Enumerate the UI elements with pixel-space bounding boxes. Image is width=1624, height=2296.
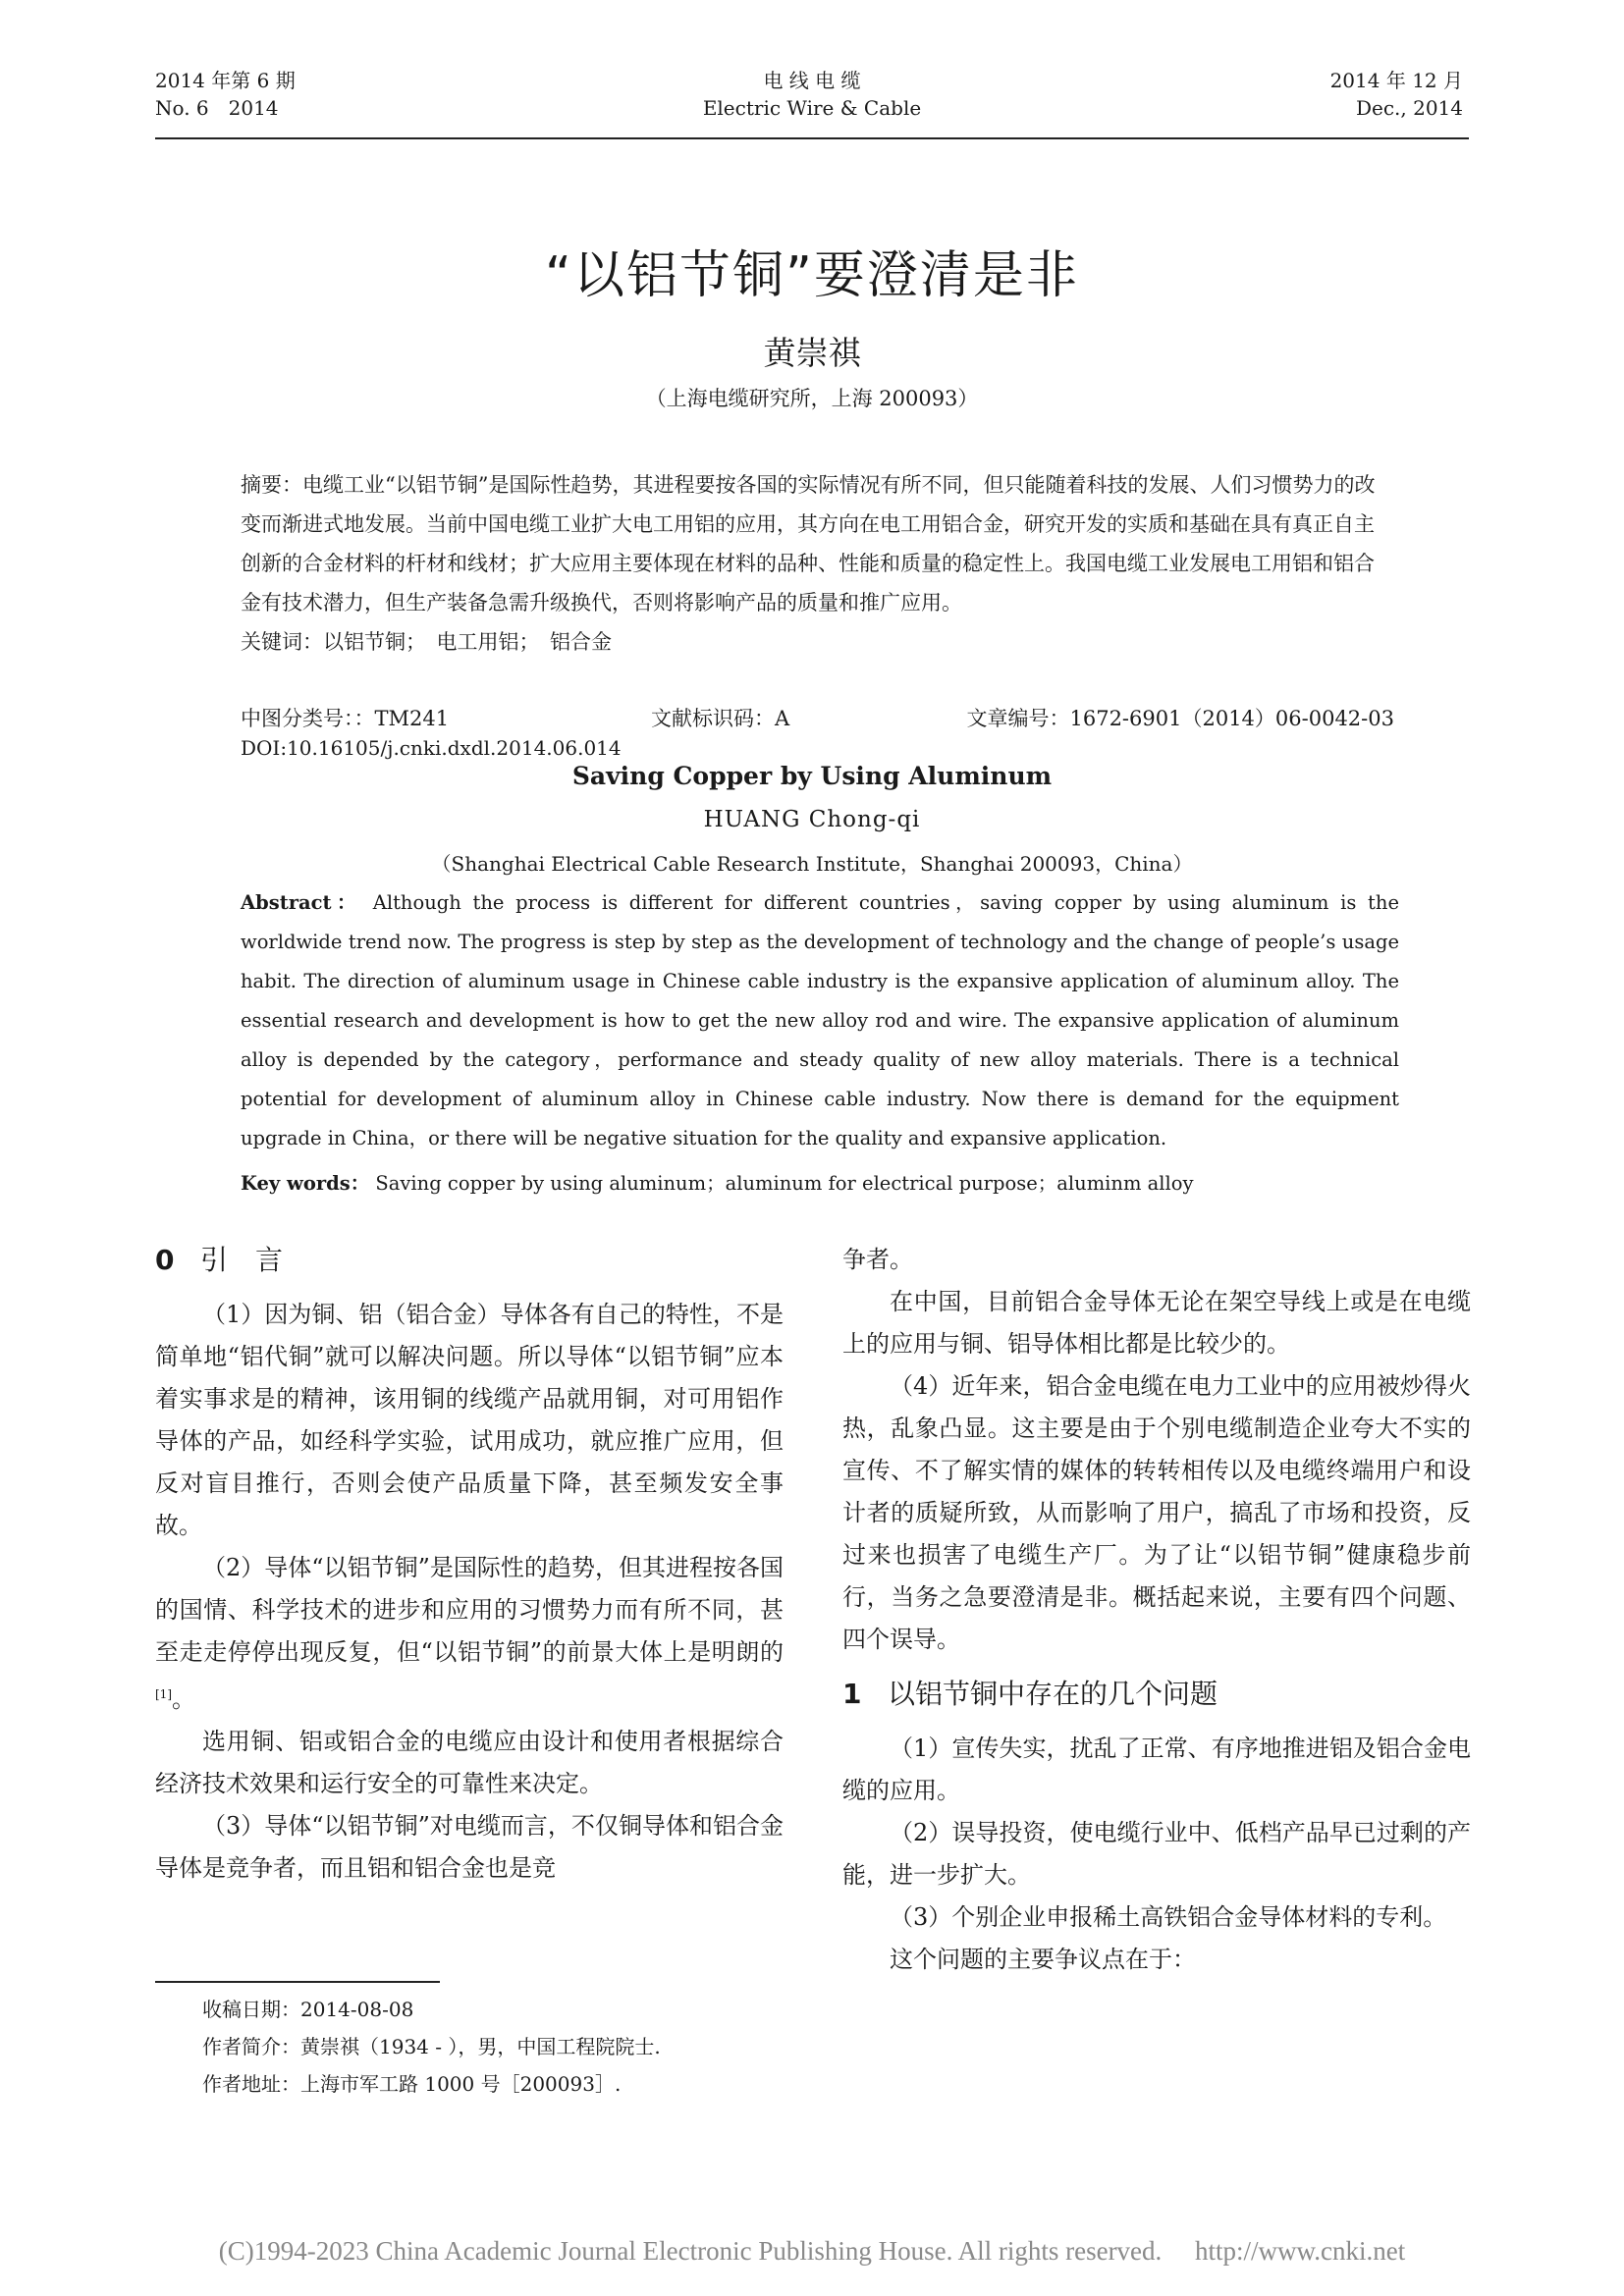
english-affiliation: （Shanghai Electrical Cable Research Institute，Shanghai 200093，China）: [431, 852, 1193, 876]
paragraph-3: 选用铜、铝或铝合金的电缆应由设计和使用者根据综合经济技术效果和运行安全的可靠性来决定。: [155, 1728, 784, 1797]
article-title: “以铝节铜”要澄清是非: [545, 246, 1079, 305]
english-author: HUANG Chong-qi: [703, 807, 921, 832]
header-issue-zh: 2014 年第 6 期: [155, 69, 296, 92]
abstract-zh-body: [241, 465, 1394, 622]
paragraph-2-end: 。: [172, 1685, 195, 1713]
section-1-title: 以铝节铜中存在的几个问题: [888, 1678, 1218, 1710]
section-0-number: 0: [155, 1244, 175, 1276]
footnote: [202, 1991, 791, 2103]
classification-row: [241, 703, 1394, 732]
body-column-left: [155, 1227, 784, 1890]
issue-3-dispute: 这个问题的主要争议点在于：: [890, 1946, 1196, 1973]
keywords-en: [241, 1164, 1399, 1203]
abstract-zh: [241, 465, 1394, 662]
header-journal-en: Electric Wire & Cable: [702, 96, 922, 120]
article-affiliation: （上海电缆研究所，上海 200093）: [645, 387, 979, 410]
keywords-zh-text: 以铝节铜； 电工用铝； 铝合金: [323, 630, 612, 654]
abstract-zh-label: 摘要：: [241, 473, 302, 497]
article-author: 黄崇祺: [763, 334, 861, 372]
paragraph-2: [155, 1547, 784, 1721]
section-1-number: 1: [842, 1678, 862, 1710]
footnote-rule: [155, 1981, 440, 1983]
abstract-en: [241, 883, 1399, 1158]
footnote-received: 收稿日期：2014-08-08: [202, 1998, 414, 2021]
abstract-zh-text: 电缆工业“以铝节铜”是国际性趋势，其进程要按各国的实际情况有所不同，但只能随着科技的发展、人们习惯势力的改变而渐进式地发展。当前中国电缆工业扩大电工用铝的应用，其方向在电工用铝合金，研究开发的实质和基础在具有真正自主创新的合金材料的杆材和线材；扩大应用主要体现在材料的品种、性能和质量的稳定性上。我国电缆工业发展电工用铝和铝合金有技术潜力，但生产装备急需升级换代，否则将影响产品的质量和推广应用。: [241, 473, 1376, 614]
header-rule: [155, 137, 1469, 139]
paragraph-4: （3）导体“以铝节铜”对电缆而言，不仅铜导体和铝合金导体是竞争者，而且铝和铝合金也是竞: [155, 1812, 784, 1882]
section-0-title: 引 言: [200, 1244, 284, 1276]
paragraph-2-text: （2）导体“以铝节铜”是国际性的趋势，但其进程按各国的国情、科学技术的进步和应用的习惯势力而有所不同，甚至走走停停出现反复，但“以铝节铜”的前景大体上是明朗的: [155, 1554, 784, 1666]
keywords-zh: [241, 622, 1394, 662]
header-date: [1330, 67, 1463, 122]
section-1-heading: [842, 1661, 1471, 1728]
keywords-en-text: Saving copper by using aluminum；aluminum for electrical purpose；aluminm alloy: [369, 1172, 1194, 1195]
header-date-zh: 2014 年 12 月: [1329, 69, 1463, 92]
issue-1: （1）宣传失实，扰乱了正常、有序地推进铝及铝合金电缆的应用。: [842, 1735, 1471, 1804]
issue-3: （3）个别企业申报稀土高铁铝合金导体材料的专利。: [890, 1903, 1447, 1931]
header-journal-zh: 电 线 电 缆: [763, 69, 861, 92]
reference-1[interactable]: [1]: [155, 1687, 172, 1701]
english-title: Saving Copper by Using Aluminum: [571, 762, 1053, 790]
issue-2: （2）误导投资，使电缆行业中、低档产品早已过剩的产能，进一步扩大。: [842, 1819, 1471, 1889]
body-column-right: [842, 1239, 1471, 1981]
clc-number: 中图分类号：：TM241: [241, 707, 450, 730]
doi: DOI:10.16105/j.cnki.dxdl.2014.06.014: [241, 736, 622, 760]
section-0-heading: [155, 1227, 784, 1294]
paragraph-5: 在中国，目前铝合金导体无论在架空导线上或是在电缆上的应用与铜、铝导体相比都是比较少的。: [842, 1288, 1471, 1358]
keywords-en-label: Key words：: [241, 1172, 370, 1195]
paragraph-1: （1）因为铜、铝（铝合金）导体各有自己的特性，不是简单地“铝代铜”就可以解决问题。所以导体“以铝节铜”应本着实事求是的精神，该用铜的线缆产品就用铜，对可用铝作导体的产品，如经科学实验，试用成功，就应推广应用，但反对盲目推行，否则会使产品质量下降，甚至频发安全事故。: [155, 1301, 784, 1539]
abstract-en-text: Although the process is different for different countries，saving copper by using aluminum is the worldwide trend now. The progress is step by step as the development of technology and the change of people’s usage habit. The direction of aluminum usage in Chinese cable industry is the expansive application of aluminum alloy. The essential research and development is how to get the new alloy rod and wire. The expansive application of aluminum alloy is depended by the category，performance and steady quality of new alloy materials. There is a technical potential for development of aluminum alloy in Chinese cable industry. Now there is demand for the equipment upgrade in China，or there will be negative situation for the quality and expansive application.: [241, 891, 1399, 1149]
header-issue-en: No. 6 2014: [155, 96, 279, 120]
article-number: 文章编号：1672-6901（2014）06-0042-03: [966, 707, 1394, 730]
copyright-notice: (C)1994-2023 China Academic Journal Electronic Publishing House. All rights reserved. http://www.cnki.net: [218, 2236, 1406, 2266]
footnote-bio: 作者简介：黄崇祺（1934 - ），男，中国工程院院士.: [202, 2035, 661, 2058]
footnote-address: 作者地址：上海市军工路 1000 号［200093］.: [202, 2072, 622, 2096]
abstract-en-label: Abstract：: [241, 891, 362, 914]
paragraph-4-continued: 争者。: [842, 1246, 913, 1273]
document-code: 文献标识码：A: [651, 707, 790, 730]
keywords-zh-label: 关键词：: [241, 630, 323, 654]
header-date-en: Dec., 2014: [1355, 96, 1463, 120]
paragraph-6: （4）近年来，铝合金电缆在电力工业中的应用被炒得火热，乱象凸显。这主要是由于个别电缆制造企业夸大不实的宣传、不了解实情的媒体的转转相传以及电缆终端用户和设计者的质疑所致，从而影响了用户，搞乱了市场和投资，反过来也损害了电缆生产厂。为了让“以铝节铜”健康稳步前行，当务之急要澄清是非。概括起来说，主要有四个问题、四个误导。: [842, 1372, 1471, 1653]
